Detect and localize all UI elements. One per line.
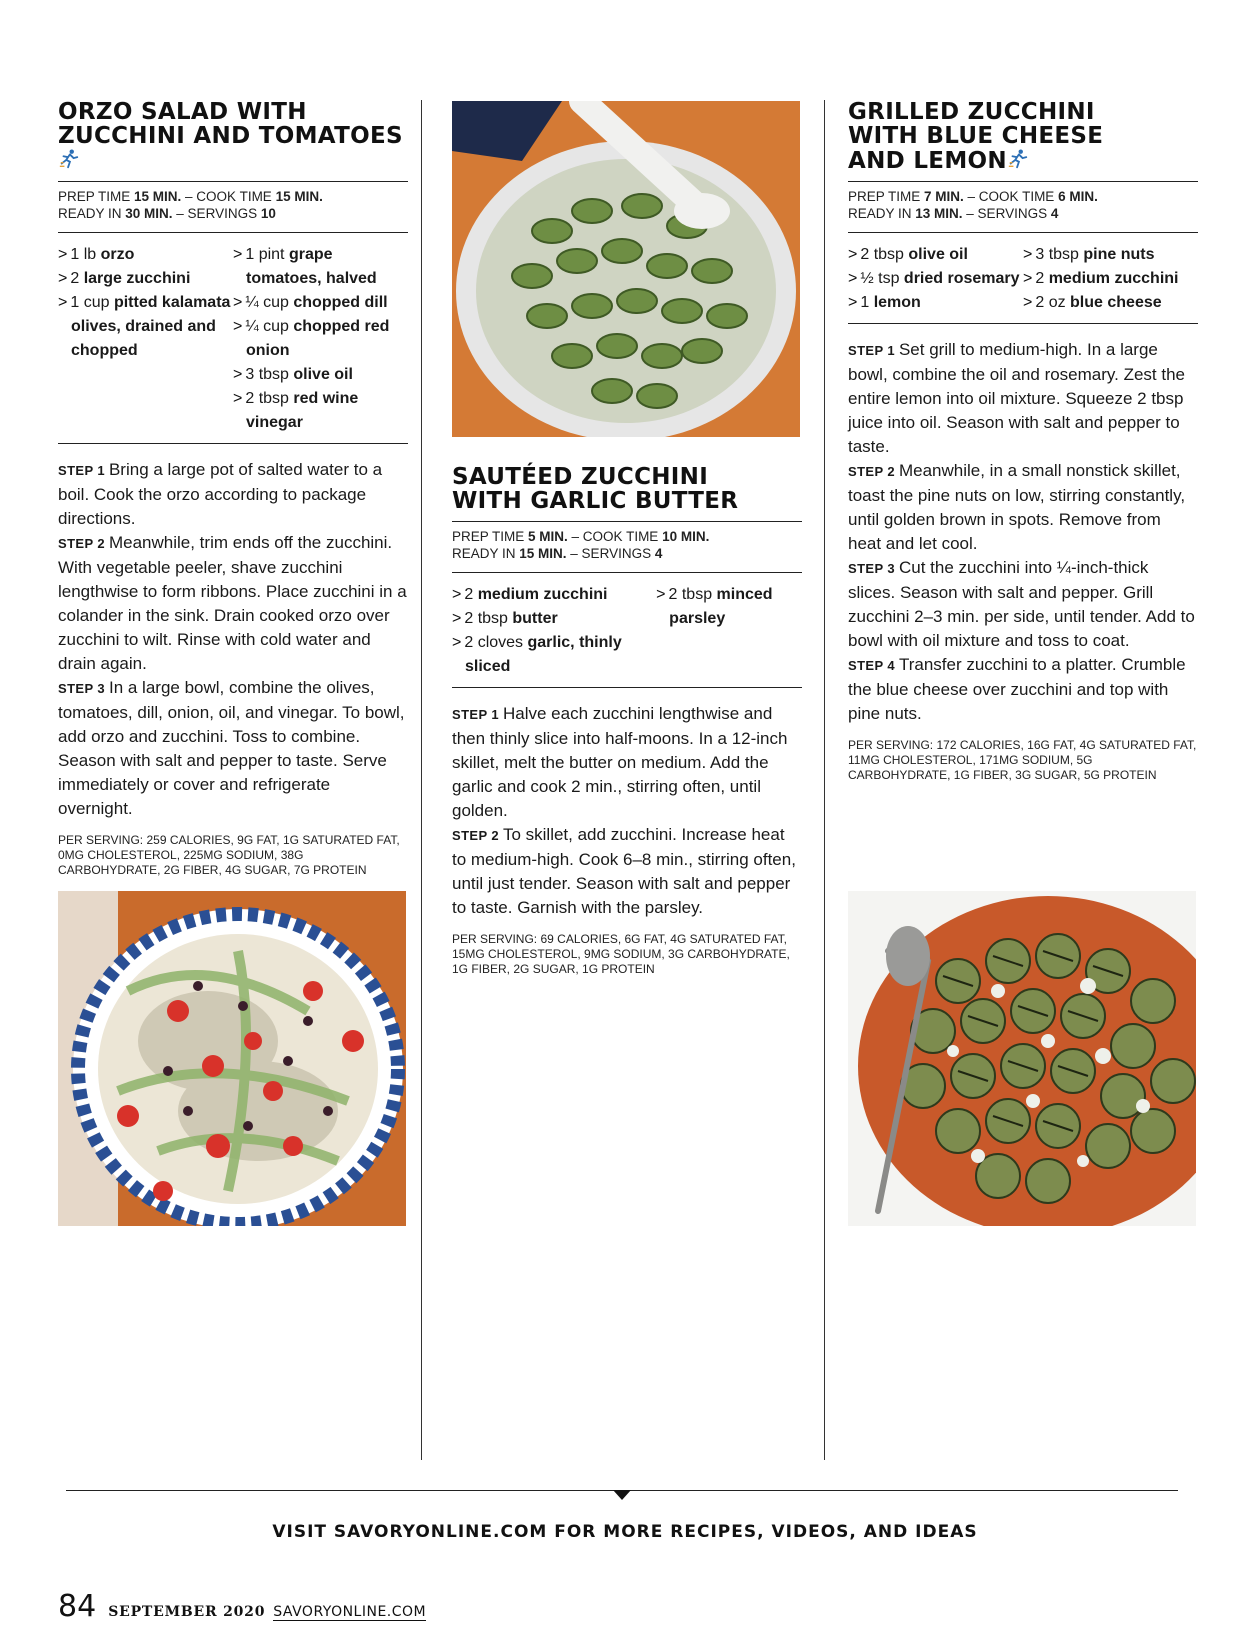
nutrition-info: PER SERVING: 259 CALORIES, 9G FAT, 1G SATURATED FAT, 0MG CHOLESTEROL, 225MG SODIUM, 38G CARBOHYDRATE, 2G FIBER, 4G SUGAR, 7G PROTEIN [58, 833, 400, 877]
meta-ready: READY IN 30 MIN. – SERVINGS 10 [58, 206, 276, 221]
step-text: Halve each zucchini lengthwise and then thinly slice into half-moons. In a 12-inch skillet, melt the butter on medium. Add the garlic and cook 2 min., stirring often, until golden. [452, 704, 788, 820]
issue-date: SEPTEMBER 2020 [108, 1604, 266, 1620]
step-text: Meanwhile, in a small nonstick skillet, toast the pine nuts on low, stirring constantly, until golden brown in spots. Remove from heat and let cool. [848, 461, 1186, 553]
ingredient-item: > 2 tbsp minced parsley [656, 586, 773, 627]
step-label: STEP 3 [58, 681, 105, 696]
arrow-bullet-icon: > [58, 294, 68, 311]
faded-header-decoration [540, 30, 1220, 90]
recipe-step [58, 676, 408, 821]
arrow-bullet-icon: > [233, 390, 243, 407]
meta-ready: READY IN 13 MIN. – SERVINGS 4 [848, 206, 1059, 221]
step-label: STEP 2 [452, 828, 499, 843]
step-text: Cut the zucchini into ¼-inch-thick slices. Season with salt and pepper. Grill zucchini 2–3 min. per side, until tender. Add to bowl with oil mixture and toss to coat. [848, 558, 1195, 650]
arrow-bullet-icon: > [233, 318, 243, 335]
page-folio [58, 1589, 426, 1624]
recipe-step [452, 702, 802, 823]
arrow-bullet-icon: > [848, 246, 858, 263]
meta-times: PREP TIME 15 MIN. – COOK TIME 15 MIN. [58, 189, 323, 204]
recipe-step [58, 531, 408, 676]
recipe-step [848, 338, 1198, 459]
step-text: In a large bowl, combine the olives, tomatoes, dill, onion, oil, and vinegar. To bowl, add orzo and zucchini. Toss to combine. Season with salt and pepper to taste. Serve immediately or cover and refrigerate overnight. [58, 678, 405, 818]
grilled-zucchini-photo [848, 891, 1196, 1226]
arrow-bullet-icon: > [233, 366, 243, 383]
ingredient-list [848, 233, 1198, 324]
title-line: GRILLED ZUCCHINI [848, 99, 1095, 125]
arrow-bullet-icon: > [58, 246, 68, 263]
ingredient-item: > 2 oz blue cheese [1023, 294, 1162, 311]
orzo-salad-photo [58, 891, 406, 1226]
meta-ready: READY IN 15 MIN. – SERVINGS 4 [452, 546, 663, 561]
arrow-bullet-icon: > [848, 270, 858, 287]
ingredient-item: > 2 tbsp red wine vinegar [233, 390, 359, 431]
step-text: Set grill to medium-high. In a large bowl, combine the oil and rosemary. Zest the entire lemon into oil mixture. Squeeze 2 tbsp juice into oil. Season with salt and pepper to taste. [848, 340, 1186, 456]
ingredient-item: > 3 tbsp pine nuts [1023, 246, 1155, 263]
meta-times: PREP TIME 7 MIN. – COOK TIME 6 MIN. [848, 189, 1098, 204]
recipe-title [848, 100, 1198, 173]
site-link[interactable]: SAVORYONLINE.COM [273, 1604, 427, 1620]
recipe-steps [848, 324, 1198, 726]
title-line [848, 148, 1198, 173]
ingredient-item: > 1 lemon [848, 294, 921, 311]
step-label: STEP 1 [848, 343, 895, 358]
arrow-bullet-icon: > [233, 246, 243, 263]
title-line: SAUTÉED ZUCCHINI [452, 464, 709, 490]
ingredient-item: > 2 medium zucchini [452, 586, 608, 603]
arrow-bullet-icon: > [233, 294, 243, 311]
step-label: STEP 4 [848, 658, 895, 673]
ingredient-item: > 2 medium zucchini [1023, 270, 1179, 287]
down-triangle-icon [613, 1490, 631, 1500]
nutrition-info: PER SERVING: 172 CALORIES, 16G FAT, 4G SATURATED FAT, 11MG CHOLESTEROL, 171MG SODIUM, 5G CARBOHYDRATE, 1G FIBER, 3G SUGAR, 5G PROTEIN [848, 738, 1197, 782]
recipe-meta [58, 181, 408, 233]
arrow-bullet-icon: > [1023, 294, 1033, 311]
page-number: 84 [58, 1589, 97, 1624]
title-line-text: ZUCCHINI AND TOMATOES [58, 123, 403, 149]
title-line: WITH BLUE CHEESE [848, 123, 1104, 149]
step-text: Meanwhile, trim ends off the zucchini. With vegetable peeler, shave zucchini lengthwise to form ribbons. Place zucchini in a colander in the sink. Drain cooked orzo over zucchini to wilt. Rinse with cold water and drain again. [58, 533, 407, 673]
footer-cta: VISIT SAVORYONLINE.COM FOR MORE RECIPES, VIDEOS, AND IDEAS [272, 1522, 978, 1542]
step-label: STEP 1 [58, 463, 105, 478]
recipe-title [452, 465, 802, 513]
recipe-meta [848, 181, 1198, 233]
ingredient-item: > 2 large zucchini [58, 270, 191, 287]
recipe-step [848, 459, 1198, 556]
recipe-step [848, 653, 1198, 726]
ingredient-column [58, 243, 233, 435]
ingredient-column [656, 583, 802, 679]
recipe-orzo-salad [58, 100, 408, 878]
arrow-bullet-icon: > [1023, 246, 1033, 263]
title-line-text: AND LEMON [848, 148, 1007, 174]
grilled-zucchini-illustration [848, 891, 1196, 1226]
arrow-bullet-icon: > [1023, 270, 1033, 287]
step-label: STEP 2 [58, 536, 105, 551]
arrow-bullet-icon: > [452, 610, 462, 627]
step-label: STEP 2 [848, 464, 895, 479]
step-text: Bring a large pot of salted water to a boil. Cook the orzo according to package directions. [58, 460, 383, 528]
ingredient-item: > 2 tbsp butter [452, 610, 558, 627]
ingredient-column [848, 243, 1023, 315]
recipe-meta [452, 521, 802, 573]
title-line: WITH GARLIC BUTTER [452, 488, 739, 514]
ingredient-item: > 1 lb orzo [58, 246, 135, 263]
arrow-bullet-icon: > [848, 294, 858, 311]
recipe-title [58, 100, 408, 173]
column-divider [824, 100, 825, 1460]
recipe-steps [452, 688, 802, 920]
arrow-bullet-icon: > [452, 586, 462, 603]
step-text: Transfer zucchini to a platter. Crumble the blue cheese over zucchini and top with pine nuts. [848, 655, 1186, 723]
arrow-bullet-icon: > [656, 586, 666, 603]
ingredient-column [1023, 243, 1198, 315]
sauteed-zucchini-illustration [452, 101, 800, 437]
column-divider [421, 100, 422, 1460]
runner-icon [1007, 148, 1029, 170]
arrow-bullet-icon: > [452, 634, 462, 651]
step-label: STEP 1 [452, 707, 499, 722]
ingredient-item: > 1 cup pitted kalamata olives, drained and chopped [58, 294, 231, 359]
recipe-step [452, 823, 802, 920]
title-line: ORZO SALAD WITH [58, 99, 307, 125]
ingredient-column [452, 583, 656, 679]
recipe-grilled-zucchini [848, 100, 1198, 783]
ingredient-list [452, 573, 802, 688]
recipe-steps [58, 444, 408, 821]
step-label: STEP 3 [848, 561, 895, 576]
sauteed-zucchini-photo [452, 101, 800, 437]
ingredient-item: > 3 tbsp olive oil [233, 366, 353, 383]
ingredient-column [233, 243, 408, 435]
recipe-sauteed-zucchini [452, 465, 802, 977]
ingredient-list [58, 233, 408, 444]
ingredient-item: > ½ tsp dried rosemary [848, 270, 1020, 287]
ingredient-item: > 1 pint grape tomatoes, halved [233, 246, 377, 287]
nutrition-info: PER SERVING: 69 CALORIES, 6G FAT, 4G SATURATED FAT, 15MG CHOLESTEROL, 9MG SODIUM, 3G CARBOHYDRATE, 1G FIBER, 2G SUGAR, 1G PROTEIN [452, 932, 790, 976]
orzo-salad-illustration [58, 891, 406, 1226]
recipe-step [848, 556, 1198, 653]
arrow-bullet-icon: > [58, 270, 68, 287]
ingredient-item: > ¼ cup chopped red onion [233, 318, 390, 359]
recipe-step [58, 458, 408, 531]
step-text: To skillet, add zucchini. Increase heat to medium-high. Cook 6–8 min., stirring often, until just tender. Season with salt and pepper to taste. Garnish with the parsley. [452, 825, 796, 917]
ingredient-item: > ¼ cup chopped dill [233, 294, 388, 311]
meta-times: PREP TIME 5 MIN. – COOK TIME 10 MIN. [452, 529, 710, 544]
ingredient-item: > 2 tbsp olive oil [848, 246, 968, 263]
ingredient-item: > 2 cloves garlic, thinly sliced [452, 634, 622, 675]
runner-icon [58, 148, 80, 170]
title-line [58, 124, 408, 173]
